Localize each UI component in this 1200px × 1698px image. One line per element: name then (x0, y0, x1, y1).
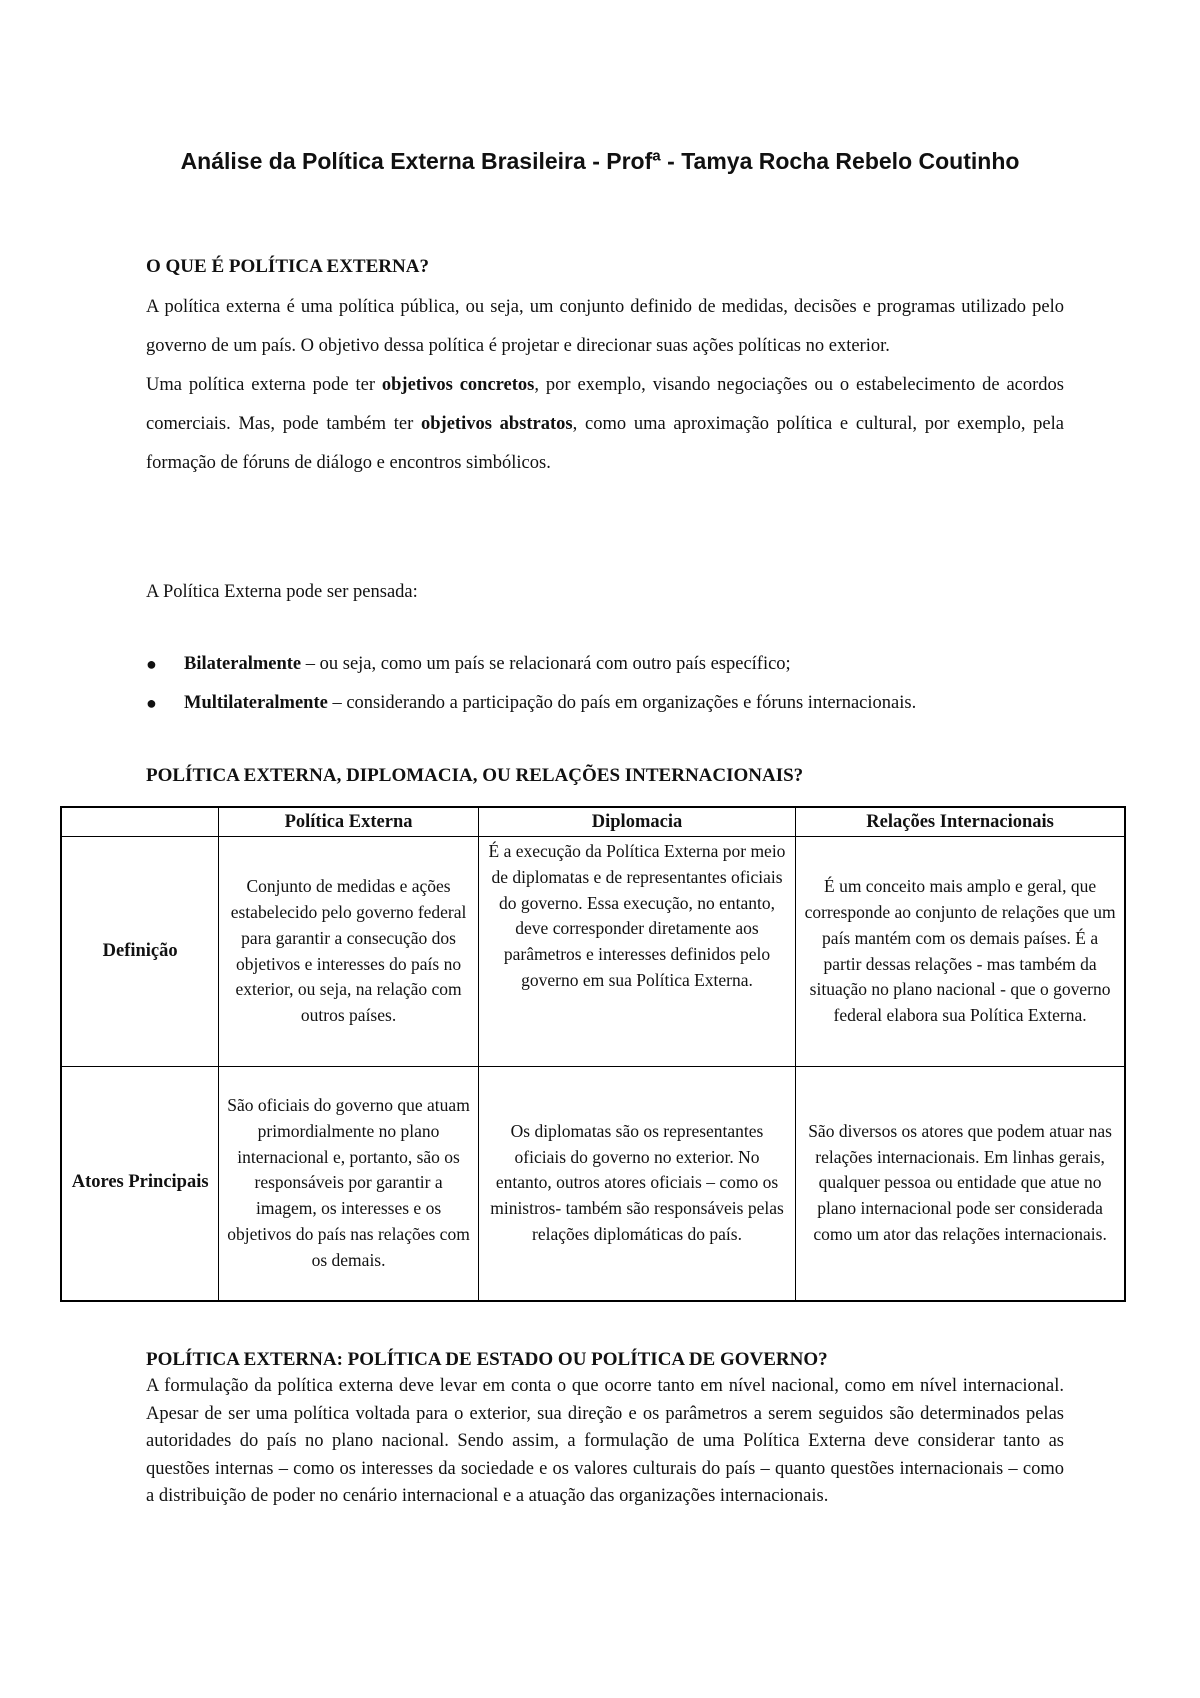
table-cell: É a execução da Política Externa por meio de diplomatas e de representantes oficiais do governo. Essa execução, no entanto, deve corresponder diretamente aos parâmetros e interesses definidos pelo governo em sua Política Externa. (478, 837, 795, 1067)
list-item (146, 684, 1064, 723)
paragraph: A política externa é uma política pública, ou seja, um conjunto definido de medidas, decisões e programas utilizado pelo governo de um país. O objetivo dessa política é projetar e direcionar suas ações políticas no exterior. (146, 297, 1064, 356)
table-cell: É um conceito mais amplo e geral, que corresponde ao conjunto de relações que um país mantém com os demais países. É a partir dessas relações - mas também da situação no plano nacional - que o governo federal elabora sua Política Externa. (796, 837, 1125, 1067)
table-row (61, 1067, 1125, 1301)
bold-term: objetivos concretos (381, 375, 535, 395)
bold-term: Multilateralmente (184, 693, 328, 713)
lead-sentence: A Política Externa pode ser pensada: (146, 582, 418, 602)
table-header-cell (61, 807, 219, 837)
table-header-cell: Política Externa (219, 807, 479, 837)
row-header: Definição (61, 837, 219, 1067)
bullet-icon: ● (146, 693, 157, 713)
comparison-table (60, 806, 1126, 1302)
text-run: , como uma aproximação política e cultural, por exemplo, pela formação de fóruns de diálogo e encontros simbólicos. (146, 414, 1064, 473)
bullet-icon: ● (146, 654, 157, 674)
list-item (146, 645, 1064, 684)
text-run: – considerando a participação do país em organizações e fóruns internacionais. (327, 693, 917, 713)
section-heading: POLÍTICA EXTERNA: POLÍTICA DE ESTADO OU POLÍTICA DE GOVERNO? (146, 1349, 828, 1370)
table-header-row (61, 807, 1125, 837)
paragraph (146, 366, 1064, 483)
section-state-or-government-policy (146, 1347, 1064, 1511)
document-title: Análise da Política Externa Brasileira - Profª - Tamya Rocha Rebelo Coutinho (180, 148, 1020, 174)
text-run: – ou seja, como um país se relacionará com outro país específico; (301, 654, 791, 674)
section-heading: POLÍTICA EXTERNA, DIPLOMACIA, OU RELAÇÕES INTERNACIONAIS? (146, 765, 804, 786)
table-cell: Os diplomatas são os representantes oficiais do governo no exterior. No entanto, outros atores oficiais – como os ministros- também são responsáveis pelas relações diplomáticas do país. (478, 1067, 795, 1301)
bullet-list (146, 645, 1064, 723)
table-header-cell: Relações Internacionais (796, 807, 1125, 837)
table-cell: São oficiais do governo que atuam primordialmente no plano internacional e, portanto, são os responsáveis por garantir a imagem, os interesses e os objetivos do país nas relações com os demais. (219, 1067, 479, 1301)
text-run: Uma política externa pode ter (146, 375, 382, 395)
bold-term: Bilateralmente (184, 654, 302, 674)
text-run: , por exemplo, visando negociações ou o estabelecimento de acordos comerciais. Mas, pode também ter (146, 375, 1064, 434)
table-row (61, 837, 1125, 1067)
table-header-cell: Diplomacia (478, 807, 795, 837)
section-heading: O QUE É POLÍTICA EXTERNA? (146, 256, 429, 277)
table-cell: Conjunto de medidas e ações estabelecido pelo governo federal para garantir a consecução dos objetivos e interesses do país no exterior, ou seja, na relação com outros países. (219, 837, 479, 1067)
row-header: Atores Principais (61, 1067, 219, 1301)
section-comparison (146, 765, 1064, 787)
section-what-is-foreign-policy (146, 252, 1064, 483)
bold-term: objetivos abstratos (421, 414, 573, 434)
paragraph: A formulação da política externa deve levar em conta o que ocorre tanto em nível nacional, como em nível internacional. Apesar de ser uma política voltada para o exterior, sua direção e os parâmetros a serem seguidos são determinados pelas autoridades do país no plano nacional. Sendo assim, a formulação de uma Política Externa deve considerar tanto as questões internas – como os interesses da sociedade e os valores culturais do país – quanto questões internacionais – como a distribuição de poder no cenário internacional e a atuação das organizações internacionais. (146, 1376, 1064, 1506)
table-cell: São diversos os atores que podem atuar nas relações internacionais. Em linhas gerais, qualquer pessoa ou entidade que atue no plano internacional pode ser considerada como um ator das relações internacionais. (796, 1067, 1125, 1301)
